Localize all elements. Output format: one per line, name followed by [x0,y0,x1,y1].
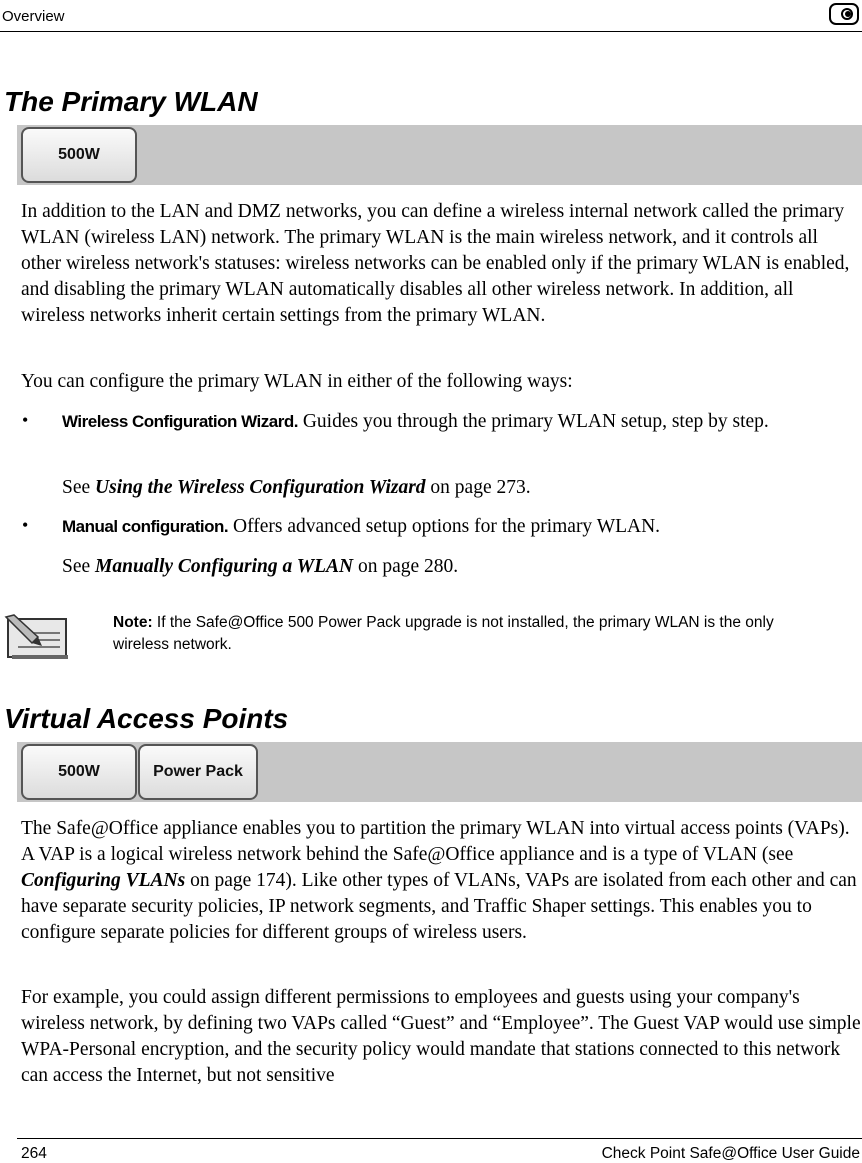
paragraph: In addition to the LAN and DMZ networks, you can define a wireless internal network called the primary WLAN (wireless LAN) network. The primary WLAN is the main wireless network, and it controls all other wireless network's statuses: wireless networks can be enabled only if the primary WLAN is enabled, and disabling the primary WLAN automatically disables all other wireless network. In addition, all wireless networks inherit certain settings from the primary WLAN. [21,201,850,326]
page-header [0,0,862,32]
badge-500w: 500W [21,744,137,800]
paragraph: For example, you could assign different permissions to employees and guests using your company's wireless network, by defining two VAPs called “Guest” and “Employee”. The Guest VAP would use simple WPA-Personal encryption, and the security policy would mandate that stations connected to this network can access the Internet, but not sensitive [21,987,861,1086]
check-point-logo-icon [829,3,859,25]
link-wireless-wizard[interactable]: Using the Wireless Configuration Wizard [95,477,426,498]
guide-title: Check Point Safe@Office User Guide [601,1145,860,1162]
product-badge-bar [17,742,862,802]
paragraph: You can configure the primary WLAN in either of the following ways: [21,371,573,392]
cross-reference: See Manually Configuring a WLAN on page 280. [62,556,459,577]
list-item: Manual configuration. Offers advanced setup options for the primary WLAN. [62,516,661,537]
list-item: Wireless Configuration Wizard. Guides you through the primary WLAN setup, step by step. [62,411,769,432]
section-title: Overview [2,8,65,25]
badge-500w: 500W [21,127,137,183]
link-configuring-vlans[interactable]: Configuring VLANs [21,870,186,891]
bullet-icon: • [22,410,29,430]
note-pad-icon [4,613,70,661]
bullet-icon: • [22,515,29,535]
paragraph: The Safe@Office appliance enables you to partition the primary WLAN into virtual access points (VAPs). A VAP is a logical wireless network behind the Safe@Office appliance and is a type of VLAN (see Configuring VLANs on page 174). Like other types of VLANs, VAPs are isolated from each other and can have separate security policies, IP network segments, and Traffic Shaper settings. This enables you to configure separate policies for different groups of wireless users. [21,818,857,943]
heading-virtual-access-points: Virtual Access Points [4,703,289,734]
cross-reference: See Using the Wireless Configuration Wizard on page 273. [62,477,531,498]
footer-rule [17,1138,862,1139]
heading-primary-wlan: The Primary WLAN [4,86,258,117]
link-manual-wlan[interactable]: Manually Configuring a WLAN [95,556,354,577]
product-badge-bar [17,125,862,185]
page-number: 264 [21,1145,47,1162]
note-text: Note: If the Safe@Office 500 Power Pack upgrade is not installed, the primary WLAN is the only wireless network. [113,614,774,653]
badge-power-pack: Power Pack [138,744,258,800]
